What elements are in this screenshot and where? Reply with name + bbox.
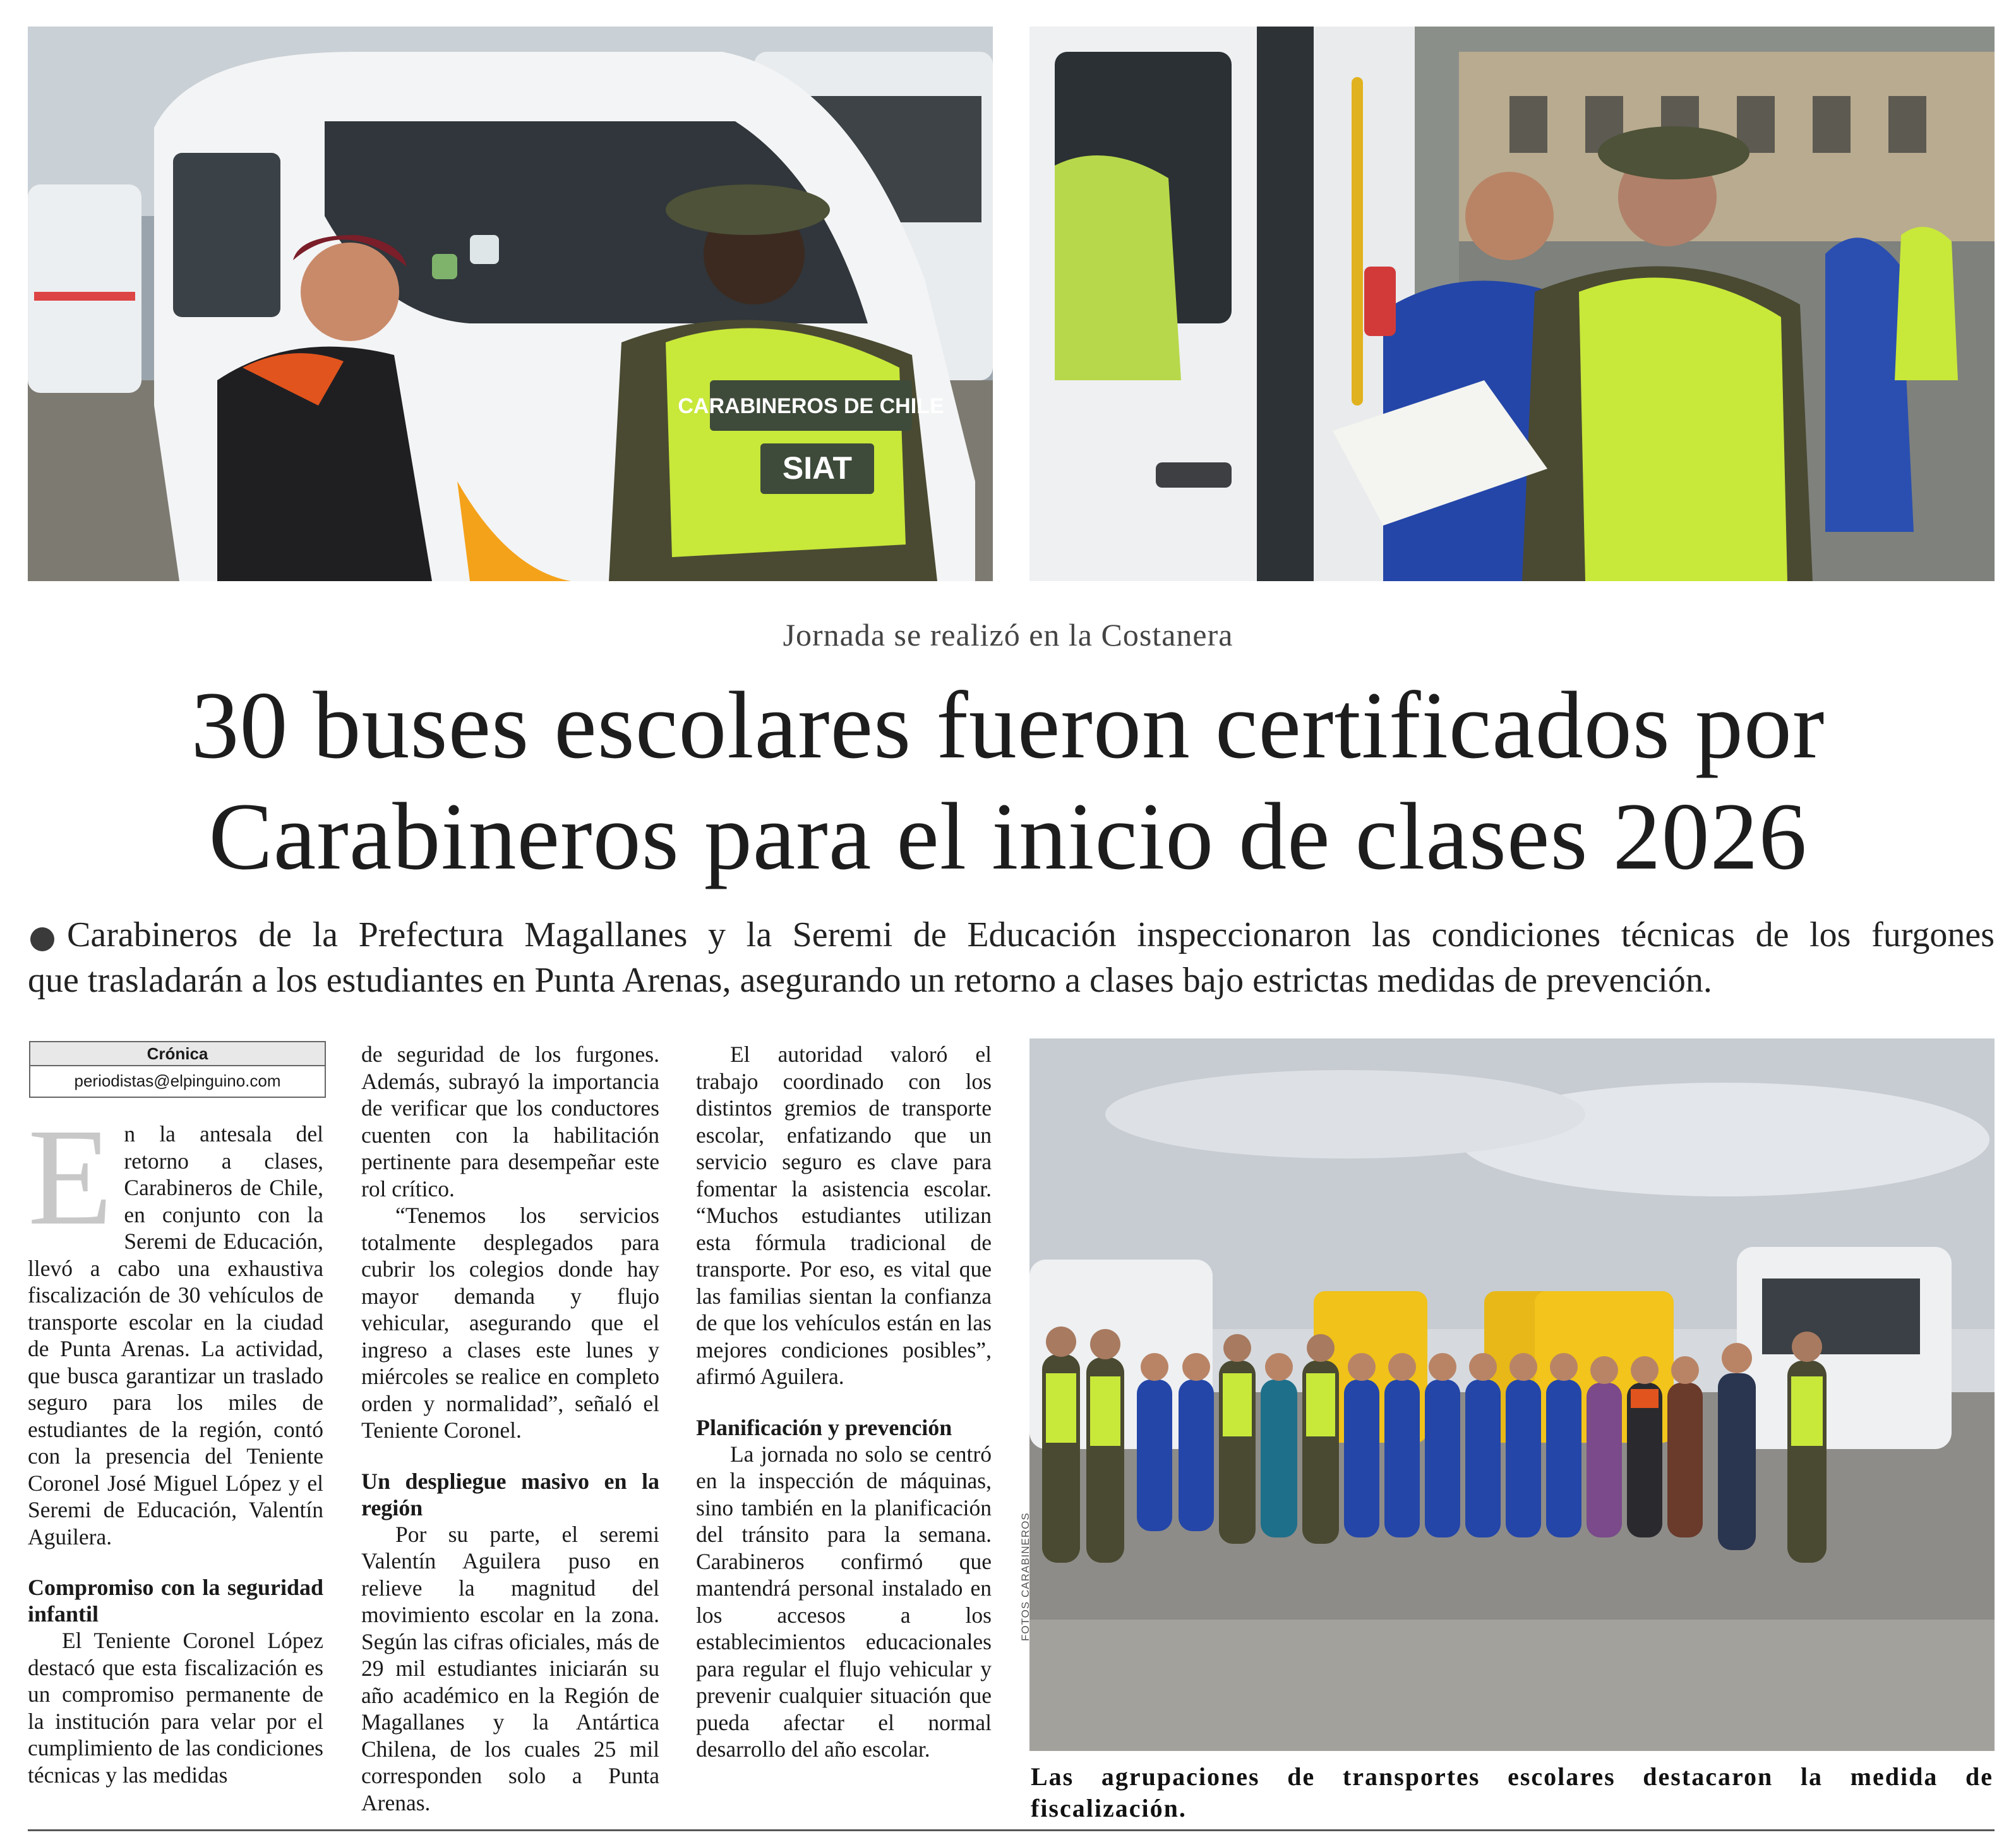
dropcap: E (28, 1100, 113, 1254)
vest-label-carabineros: CARABINEROS DE CHILE (678, 394, 944, 418)
column-1 (28, 1100, 323, 1788)
paragraph: El autoridad valoró el trabajo coordinado con los distintos gremios de transporte escolar, enfatizando que un servicio seguro es clave para fomentar la asistencia escolar. “Muchos estudiantes utilizan esta fórmula tradicional de transporte. Por eso, es vital que las familias sientan la confianza de que los vehículos están en las mejores condiciones posibles”, afirmó Aguilera. (696, 1042, 992, 1389)
subheading-planificacion: Planificación y prevención (696, 1414, 952, 1440)
subheading-compromiso: Compromiso con la seguridad infantil (28, 1575, 323, 1627)
byline-section: Crónica (30, 1042, 325, 1066)
paragraph: El Teniente Coronel López destacó que esta fiscalización es un compromiso permanente de la institución para velar por el cumplimiento de las condiciones técnicas y las medidas (28, 1628, 323, 1788)
headline-line-1: 30 buses escolares fueron certificados por (191, 672, 1825, 778)
byline-box (29, 1041, 326, 1098)
photo-document-check (1029, 27, 1995, 581)
summary-line-2: que trasladarán a los estudiantes en Punta Arenas, asegurando un retorno a clases bajo estrictas medidas de prevención. (28, 961, 1712, 1000)
paragraph: Por su parte, el seremi Valentín Aguilera puso en relieve la magnitud del movimiento escolar en la zona. Según las cifras oficiales, más de 29 mil estudiantes iniciarán su año académico en la Región de Magallanes y la Antártica Chilena, de los cuales 25 mil corresponden solo a Punta Arenas. (361, 1521, 659, 1815)
byline-email: periodistas@elpinguino.com (74, 1071, 281, 1090)
kicker: Jornada se realizó en la Costanera (783, 617, 1233, 653)
paragraph: La jornada no solo se centró en la inspección de máquinas, sino también en la planificación del tránsito para la semana. Carabineros confirmó que mantendrá personal instalado en los accesos a los establecimientos educacionales para regular el flujo vehicular y prevenir cualquier situación que pueda afectar el normal desarrollo del año escolar. (696, 1441, 992, 1762)
summary (28, 912, 1995, 1003)
photo-van-inspection (28, 27, 993, 581)
vest-label-siat: SIAT (782, 450, 853, 486)
photo-caption: Las agrupaciones de transportes escolares destacaron la medida de fiscalización. (1031, 1762, 1993, 1822)
summary-line-1: Carabineros de la Prefectura Magallanes y la Seremi de Educación inspeccionaron las condiciones técnicas de los furgones (67, 915, 1995, 954)
paragraph-quote: “Tenemos los servicios totalmente desplegados para cubrir los colegios donde hay mayor demanda y flujo vehicular, asegurando que el ingreso a clases este lunes y miércoles se realice en completo orden y normalidad”, señaló el Teniente Coronel. (361, 1203, 659, 1443)
bottom-rule (28, 1829, 1995, 1831)
photo-credit: FOTOS CARABINEROS (1019, 1512, 1031, 1641)
paragraph: de seguridad de los furgones. Además, subrayó la importancia de verificar que los conductores cuenten con la habilitación pertinente para desempeñar este rol crítico. (361, 1042, 659, 1201)
headline-line-2: Carabineros para el inicio de clases 2026 (208, 783, 1808, 889)
column-3 (696, 1041, 992, 1763)
column-2 (361, 1041, 659, 1816)
subheading-despliegue: Un despliegue masivo en la región (361, 1468, 659, 1520)
paragraph-intro (28, 1100, 323, 1550)
photo-group (1029, 1038, 1995, 1751)
paragraph-intro-text: n la antesala del retorno a clases, Carabineros de Chile, en conjunto con la Seremi de Educación, llevó a cabo una exhaustiva fiscalización de 30 vehículos de transporte escolar en la ciudad de Punta Arenas. La actividad, que busca garantizar un traslado seguro para los miles de estudiantes de la región, contó con la presencia del Teniente Coronel José Miguel López y el Seremi de Educación, Valentín Aguilera. (28, 1121, 323, 1549)
headline (0, 670, 2016, 892)
